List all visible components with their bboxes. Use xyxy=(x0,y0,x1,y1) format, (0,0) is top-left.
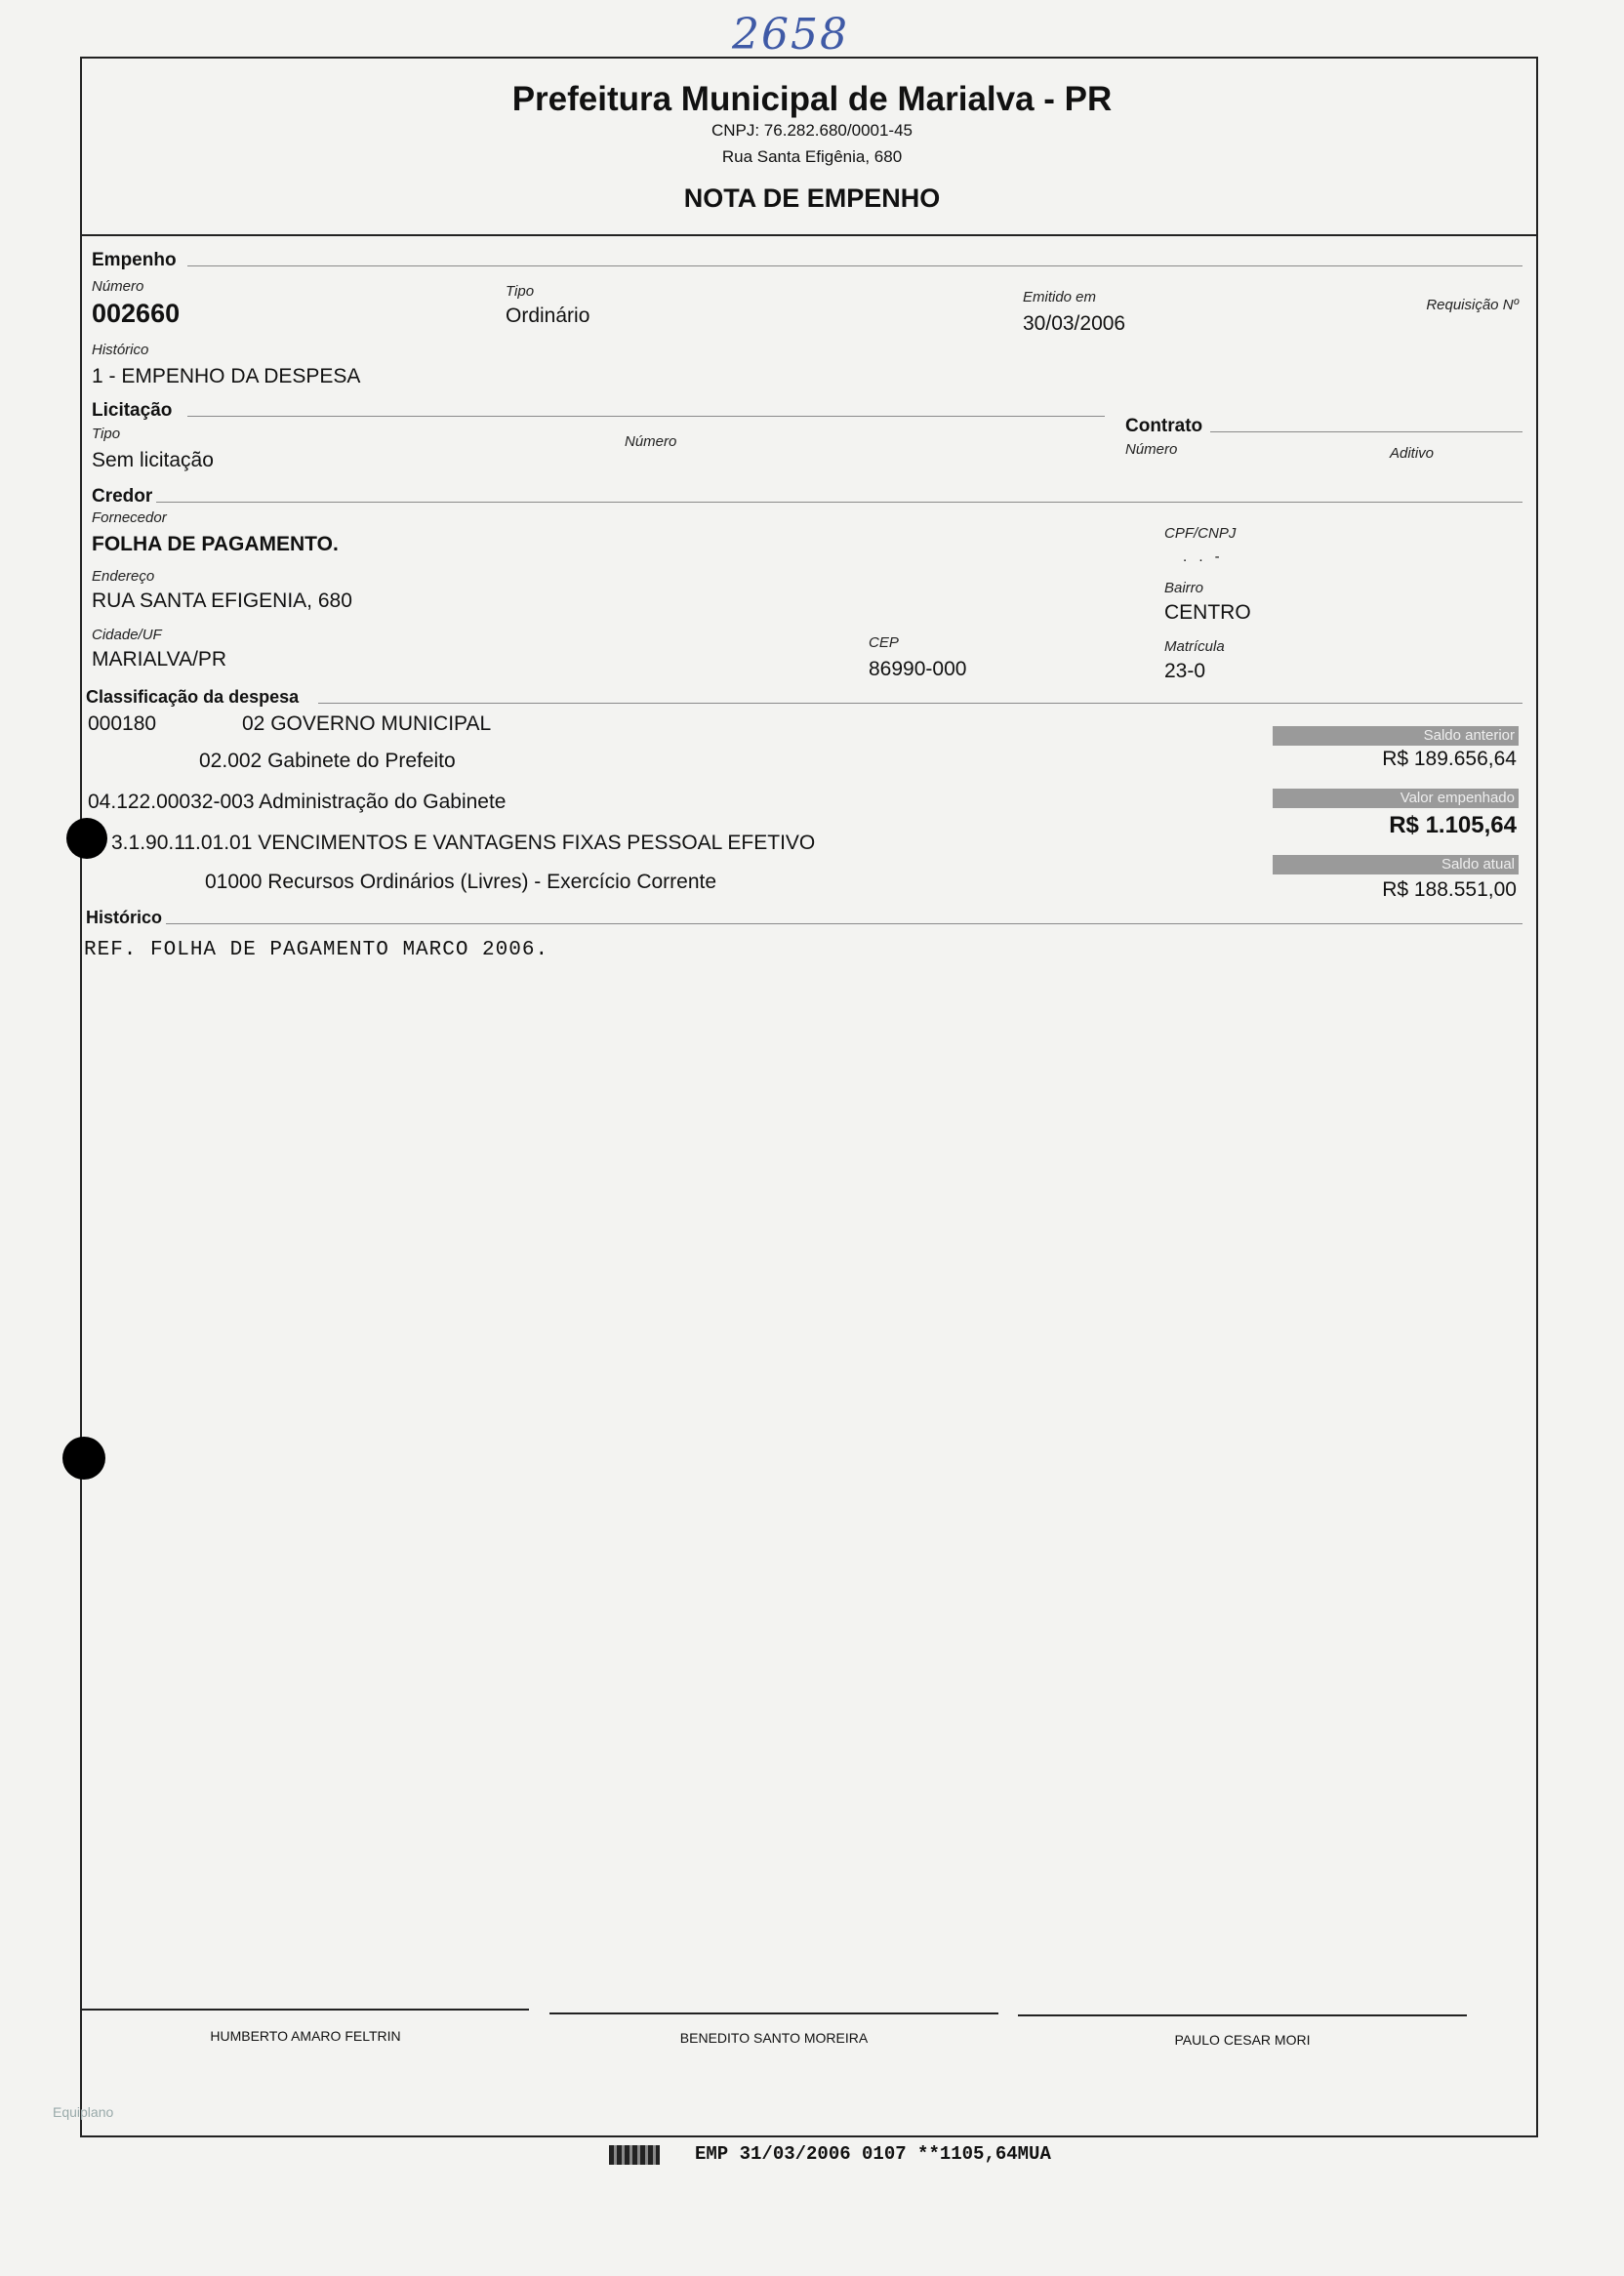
brand-watermark: Equiplano xyxy=(53,2104,114,2120)
classificacao-orgao: 02 GOVERNO MUNICIPAL xyxy=(242,712,492,735)
matricula-label: Matrícula xyxy=(1164,638,1225,655)
saldo-atual-label: Saldo atual xyxy=(1273,855,1519,874)
historico-text: REF. FOLHA DE PAGAMENTO MARCO 2006. xyxy=(84,939,549,961)
punch-hole xyxy=(62,1437,105,1480)
stamp-logo xyxy=(609,2145,660,2165)
section-licitacao-line xyxy=(187,416,1105,417)
saldo-anterior-value: R$ 189.656,64 xyxy=(1382,748,1517,770)
page-title: Prefeitura Municipal de Marialva - PR xyxy=(511,80,1113,118)
cep-value: 86990-000 xyxy=(869,658,967,680)
document-title: NOTA DE EMPENHO xyxy=(683,183,941,213)
bairro-value: CENTRO xyxy=(1164,601,1251,624)
empenho-tipo-label: Tipo xyxy=(506,283,535,300)
signature-line xyxy=(1018,2014,1467,2016)
section-classificacao-line xyxy=(318,703,1522,704)
section-empenho-line xyxy=(187,265,1522,266)
classificacao-unidade: 02.002 Gabinete do Prefeito xyxy=(199,750,456,772)
emitido-date: 30/03/2006 xyxy=(1023,312,1126,335)
signature-name: HUMBERTO AMARO FELTRIN xyxy=(210,2028,401,2044)
cpf-cnpj-value: . . - xyxy=(1183,549,1224,565)
empenho-historico: 1 - EMPENHO DA DESPESA xyxy=(92,365,361,387)
matricula-value: 23-0 xyxy=(1164,660,1206,682)
signature-name: PAULO CESAR MORI xyxy=(1174,2032,1311,2048)
empenho-numero-label: Número xyxy=(92,278,144,295)
valor-empenhado-label: Valor empenhado xyxy=(1273,789,1519,808)
section-historico-line xyxy=(166,923,1522,924)
saldo-anterior-label: Saldo anterior xyxy=(1273,726,1519,746)
header-divider xyxy=(80,234,1536,236)
section-contrato-line xyxy=(1210,431,1522,432)
saldo-atual-value: R$ 188.551,00 xyxy=(1382,878,1517,901)
handwritten-number: 2658 xyxy=(732,10,849,60)
classificacao-fonte: 01000 Recursos Ordinários (Livres) - Exercício Corrente xyxy=(205,871,717,893)
empenho-numero: 002660 xyxy=(92,299,181,328)
section-classificacao: Classificação da despesa xyxy=(86,687,300,707)
classificacao-funcional: 04.122.00032-003 Administração do Gabinete xyxy=(88,791,507,813)
signature-line xyxy=(82,2009,529,2011)
signature-name: BENEDITO SANTO MOREIRA xyxy=(679,2030,869,2046)
licitacao-tipo-label: Tipo xyxy=(92,426,121,442)
cep-label: CEP xyxy=(869,634,899,651)
contrato-aditivo-label: Aditivo xyxy=(1390,445,1435,462)
section-contrato: Contrato xyxy=(1125,416,1203,436)
classificacao-elemento: 3.1.90.11.01.01 VENCIMENTOS E VANTAGENS FIXAS PESSOAL EFETIVO xyxy=(111,832,816,854)
requisicao-label: Requisição Nº xyxy=(1426,297,1519,313)
empenho-historico-label: Histórico xyxy=(92,342,149,358)
bairro-label: Bairro xyxy=(1164,580,1204,596)
signature-line xyxy=(549,2012,998,2014)
emitido-label: Emitido em xyxy=(1023,289,1097,305)
empenho-tipo: Ordinário xyxy=(506,305,590,327)
punch-hole xyxy=(66,818,107,859)
cidade-label: Cidade/UF xyxy=(92,627,162,643)
cashier-stamp: EMP 31/03/2006 0107 **1105,64MUA xyxy=(695,2143,1051,2165)
fornecedor-label: Fornecedor xyxy=(92,509,167,526)
valor-empenhado-value: R$ 1.105,64 xyxy=(1389,812,1517,838)
licitacao-numero-label: Número xyxy=(625,433,677,450)
endereco-label: Endereço xyxy=(92,568,155,585)
cidade-value: MARIALVA/PR xyxy=(92,648,227,671)
contrato-numero-label: Número xyxy=(1125,441,1178,458)
endereco-value: RUA SANTA EFIGENIA, 680 xyxy=(92,589,352,612)
classificacao-code: 000180 xyxy=(88,712,157,735)
section-licitacao: Licitação xyxy=(92,400,173,421)
section-credor-line xyxy=(156,502,1522,503)
fornecedor-name: FOLHA DE PAGAMENTO. xyxy=(92,533,339,555)
section-empenho: Empenho xyxy=(92,250,177,270)
section-historico: Histórico xyxy=(86,908,163,927)
address-text: Rua Santa Efigênia, 680 xyxy=(721,147,903,166)
licitacao-tipo: Sem licitação xyxy=(92,449,214,471)
section-credor: Credor xyxy=(92,486,153,507)
cpf-cnpj-label: CPF/CNPJ xyxy=(1164,525,1237,542)
cnpj-text: CNPJ: 76.282.680/0001-45 xyxy=(710,121,914,140)
